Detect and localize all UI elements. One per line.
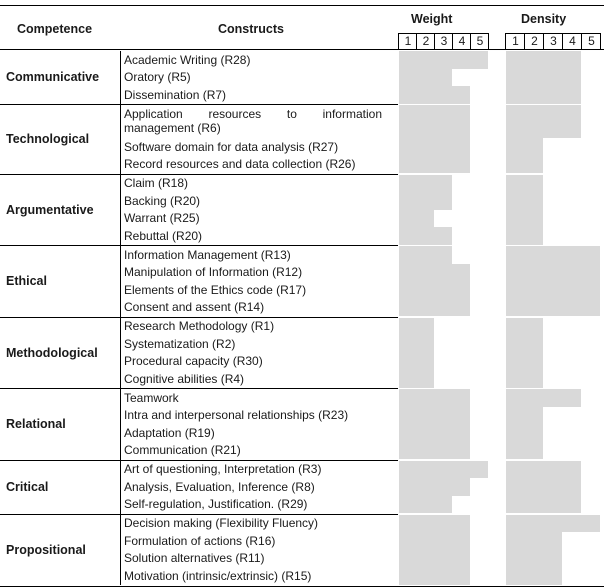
- weight-scale-label: 4: [458, 34, 466, 48]
- competence-label: Relational: [6, 417, 66, 431]
- weight-scale-divider: [452, 33, 453, 49]
- density-bar: [506, 175, 544, 193]
- construct-label: Cognitive abilities (R4): [124, 371, 245, 386]
- density-bar: [506, 496, 582, 514]
- weight-bar: [399, 335, 435, 353]
- table-top-rule: [0, 5, 604, 6]
- group-separator: [0, 317, 398, 318]
- density-bar: [506, 227, 544, 245]
- column-divider: [120, 51, 121, 585]
- weight-bar: [399, 318, 435, 336]
- construct-label: Decision making (Flexibility Fluency): [124, 516, 319, 530]
- density-scale-divider: [505, 33, 506, 49]
- density-bar: [506, 424, 544, 442]
- weight-bar: [399, 86, 471, 104]
- construct-label: Information Management (R13): [124, 247, 291, 262]
- weight-bar: [399, 69, 453, 87]
- construct-label: Record resources and data collection (R26): [124, 157, 356, 171]
- construct-label: Software domain for data analysis (R27): [124, 139, 339, 154]
- construct-label: Backing (R20): [124, 193, 201, 208]
- weight-bar: [399, 227, 453, 245]
- weight-bar: [399, 156, 471, 174]
- weight-scale-divider: [416, 33, 417, 49]
- weight-bar: [399, 496, 453, 514]
- density-bar: [506, 515, 601, 533]
- density-bar: [506, 246, 601, 264]
- construct-label: Art of questioning, Interpretation (R3): [124, 462, 322, 476]
- weight-bar: [399, 461, 489, 479]
- weight-bar: [399, 353, 435, 371]
- construct-label: Research Methodology (R1): [124, 319, 275, 333]
- weight-bar: [399, 299, 471, 317]
- density-bar: [506, 532, 563, 550]
- weight-scale-label: 5: [476, 34, 484, 48]
- construct-label: Analysis, Evaluation, Inference (R8): [124, 479, 315, 494]
- weight-bar: [399, 442, 471, 460]
- table-bottom-rule: [0, 586, 604, 587]
- density-bar: [506, 192, 544, 210]
- competence-label: Propositional: [6, 542, 86, 557]
- group-separator: [0, 388, 398, 389]
- density-scale-divider: [581, 33, 582, 49]
- weight-bar: [399, 389, 471, 407]
- density-bar: [506, 353, 544, 371]
- construct-label: Warrant (R25): [124, 211, 200, 225]
- density-bar: [506, 478, 582, 496]
- density-bar: [506, 105, 582, 138]
- construct-label: Consent and assent (R14): [124, 300, 265, 314]
- density-bar: [506, 567, 563, 585]
- group-separator: [0, 174, 398, 175]
- density-bar: [506, 156, 544, 174]
- construct-label: Dissemination (R7): [124, 87, 227, 102]
- construct-label: Adaptation (R19): [124, 425, 215, 440]
- construct-label: Claim (R18): [124, 176, 189, 190]
- group-separator: [0, 514, 398, 515]
- density-bar: [506, 138, 544, 156]
- density-scale-label: 1: [512, 34, 519, 48]
- weight-bar: [399, 192, 453, 210]
- construct-label: Procedural capacity (R30): [124, 354, 263, 368]
- weight-scale-label: 1: [404, 34, 412, 48]
- density-bar: [506, 86, 582, 104]
- competence-label: Ethical: [6, 274, 47, 288]
- density-scale-label: 5: [588, 34, 595, 48]
- density-bar: [506, 389, 582, 407]
- density-bar: [506, 407, 544, 425]
- weight-bar: [399, 51, 489, 69]
- header-weight: Weight: [411, 12, 453, 26]
- density-scale-label: 3: [550, 34, 557, 48]
- weight-bar: [399, 264, 471, 282]
- construct-label: Teamwork: [124, 390, 179, 405]
- weight-bar: [399, 210, 435, 228]
- weight-bar: [399, 370, 435, 388]
- group-separator: [0, 460, 398, 461]
- density-bar: [506, 264, 601, 282]
- weight-scale-divider: [434, 33, 435, 49]
- density-bar: [506, 461, 582, 479]
- weight-bar: [399, 175, 453, 193]
- construct-label: Manipulation of Information (R12): [124, 265, 303, 279]
- density-bar: [506, 69, 582, 87]
- construct-label: Elements of the Ethics code (R17): [124, 282, 307, 297]
- weight-scale-divider: [488, 33, 489, 49]
- density-scale-divider: [543, 33, 544, 49]
- density-scale-divider: [562, 33, 563, 49]
- header-density: Density: [521, 12, 567, 26]
- weight-scale-label: 2: [422, 34, 430, 48]
- density-bar: [506, 550, 563, 568]
- competence-label: Critical: [6, 479, 49, 494]
- competence-label: Communicative: [6, 70, 100, 85]
- competence-label: Argumentative: [6, 202, 94, 217]
- weight-bar: [399, 407, 471, 425]
- construct-label: Self-regulation, Justification. (R29): [124, 497, 308, 511]
- weight-bar: [399, 515, 471, 533]
- density-bar: [506, 318, 544, 336]
- weight-bar: [399, 105, 471, 138]
- group-separator: [0, 245, 398, 246]
- density-scale-divider: [600, 33, 601, 49]
- density-bar: [506, 442, 544, 460]
- density-scale-label: 4: [569, 34, 576, 48]
- weight-bar: [399, 478, 471, 496]
- competence-label: Methodological: [6, 345, 98, 360]
- header-constructs: Constructs: [218, 22, 284, 36]
- weight-scale-divider: [398, 33, 399, 49]
- construct-label: Academic Writing (R28): [124, 52, 251, 67]
- construct-label: Rebuttal (R20): [124, 228, 203, 243]
- construct-label: Systematization (R2): [124, 336, 236, 351]
- density-bar: [506, 281, 601, 299]
- group-separator: [0, 104, 398, 105]
- construct-label: Solution alternatives (R11): [124, 551, 265, 565]
- competence-label: Technological: [6, 132, 90, 146]
- header-bottom-rule: [0, 49, 604, 50]
- weight-scale-divider: [470, 33, 471, 49]
- weight-bar: [399, 138, 471, 156]
- density-bar: [506, 299, 601, 317]
- weight-bar: [399, 550, 471, 568]
- construct-label: Communication (R21): [124, 443, 241, 457]
- density-bar: [506, 210, 544, 228]
- weight-bar: [399, 281, 471, 299]
- density-bar: [506, 51, 582, 69]
- density-scale-label: 2: [531, 34, 538, 48]
- construct-label: Intra and interpersonal relationships (R23): [124, 408, 349, 422]
- density-scale-divider: [524, 33, 525, 49]
- weight-bar: [399, 246, 453, 264]
- construct-label: Application resources to information management (R6): [124, 107, 382, 135]
- density-bar: [506, 335, 544, 353]
- construct-label: Formulation of actions (R16): [124, 533, 276, 548]
- weight-scale-label: 3: [440, 34, 448, 48]
- header-competence: Competence: [17, 22, 93, 36]
- construct-label: Oratory (R5): [124, 70, 191, 84]
- weight-bar: [399, 532, 471, 550]
- density-bar: [506, 370, 544, 388]
- construct-label: Motivation (intrinsic/extrinsic) (R15): [124, 568, 312, 583]
- weight-bar: [399, 424, 471, 442]
- weight-bar: [399, 567, 471, 585]
